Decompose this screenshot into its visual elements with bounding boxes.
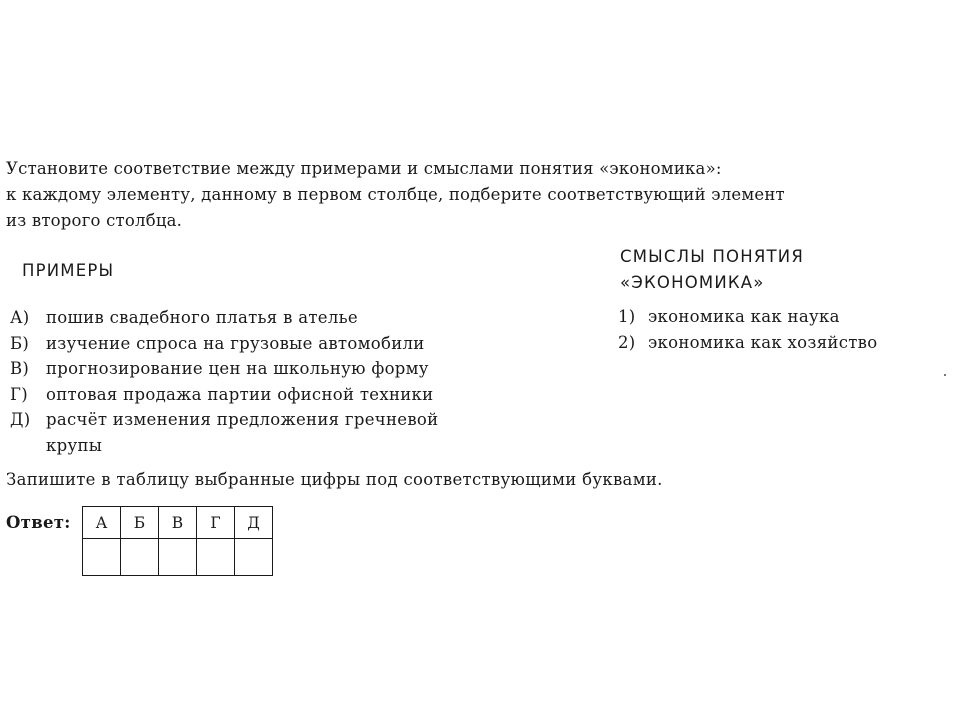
meanings-heading-line: «ЭКОНОМИКА» xyxy=(620,273,765,292)
examples-list xyxy=(10,305,438,458)
meanings-heading xyxy=(620,244,804,296)
example-item xyxy=(10,305,438,331)
example-item xyxy=(10,331,438,357)
example-text: изучение спроса на грузовые автомобили xyxy=(46,333,425,353)
answer-value-cell xyxy=(83,539,121,576)
examples-heading xyxy=(22,258,114,284)
example-text: прогнозирование цен на школьную форму xyxy=(46,359,429,378)
example-marker: Г) xyxy=(10,384,28,404)
example-text: оптовая продажа партии офисной техники xyxy=(46,384,434,404)
answer-letter-cell: Д xyxy=(235,507,273,539)
meaning-marker: 2) xyxy=(618,332,636,352)
answer-letter-cell: Б xyxy=(121,507,159,539)
meaning-text: экономика как наука xyxy=(648,307,840,326)
answer-letter-cell: В xyxy=(159,507,197,539)
example-text: пошив свадебного платья в ателье xyxy=(46,308,358,327)
answer-value-cell xyxy=(235,539,273,576)
meaning-item xyxy=(618,304,878,330)
example-marker: В) xyxy=(10,359,30,378)
answer-input[interactable] xyxy=(121,540,158,574)
example-text: расчёт изменения предложения гречневой крупы xyxy=(46,410,439,455)
example-item xyxy=(10,407,438,458)
examples-heading-text: ПРИМЕРЫ xyxy=(22,261,115,280)
meanings-list xyxy=(618,304,878,355)
answer-value-cell xyxy=(197,539,235,576)
answer-letter-cell: А xyxy=(83,507,121,539)
answer-value-cell xyxy=(121,539,159,576)
answer-input[interactable] xyxy=(197,540,234,574)
answer-input[interactable] xyxy=(235,540,272,574)
example-marker: Б) xyxy=(10,333,30,353)
answer-letter-cell: Г xyxy=(197,507,235,539)
answer-values-row xyxy=(83,539,273,576)
meanings-heading-line: СМЫСЛЫ ПОНЯТИЯ xyxy=(620,247,804,266)
answer-letters-row xyxy=(83,507,273,539)
task-line: из второго столбца. xyxy=(6,211,183,230)
answer-label: Ответ: xyxy=(6,513,71,532)
example-item xyxy=(10,382,438,408)
answer-instruction: Запишите в таблицу выбранные цифры под соответствующими буквами. xyxy=(6,470,663,489)
meaning-marker: 1) xyxy=(618,307,636,326)
task-statement xyxy=(6,156,940,234)
task-line: к каждому элементу, данному в первом столбце, подберите соответствующий элемент xyxy=(6,185,785,204)
meaning-item xyxy=(618,330,878,356)
example-item xyxy=(10,356,438,382)
example-marker: А) xyxy=(10,308,30,327)
scan-speck xyxy=(944,374,946,376)
answer-input[interactable] xyxy=(159,540,196,574)
answer-table xyxy=(82,506,273,576)
example-marker: Д) xyxy=(10,410,31,429)
meaning-text: экономика как хозяйство xyxy=(648,332,878,352)
task-line: Установите соответствие между примерами и смыслами понятия «экономика»: xyxy=(6,159,722,178)
answer-input[interactable] xyxy=(83,540,120,574)
answer-value-cell xyxy=(159,539,197,576)
